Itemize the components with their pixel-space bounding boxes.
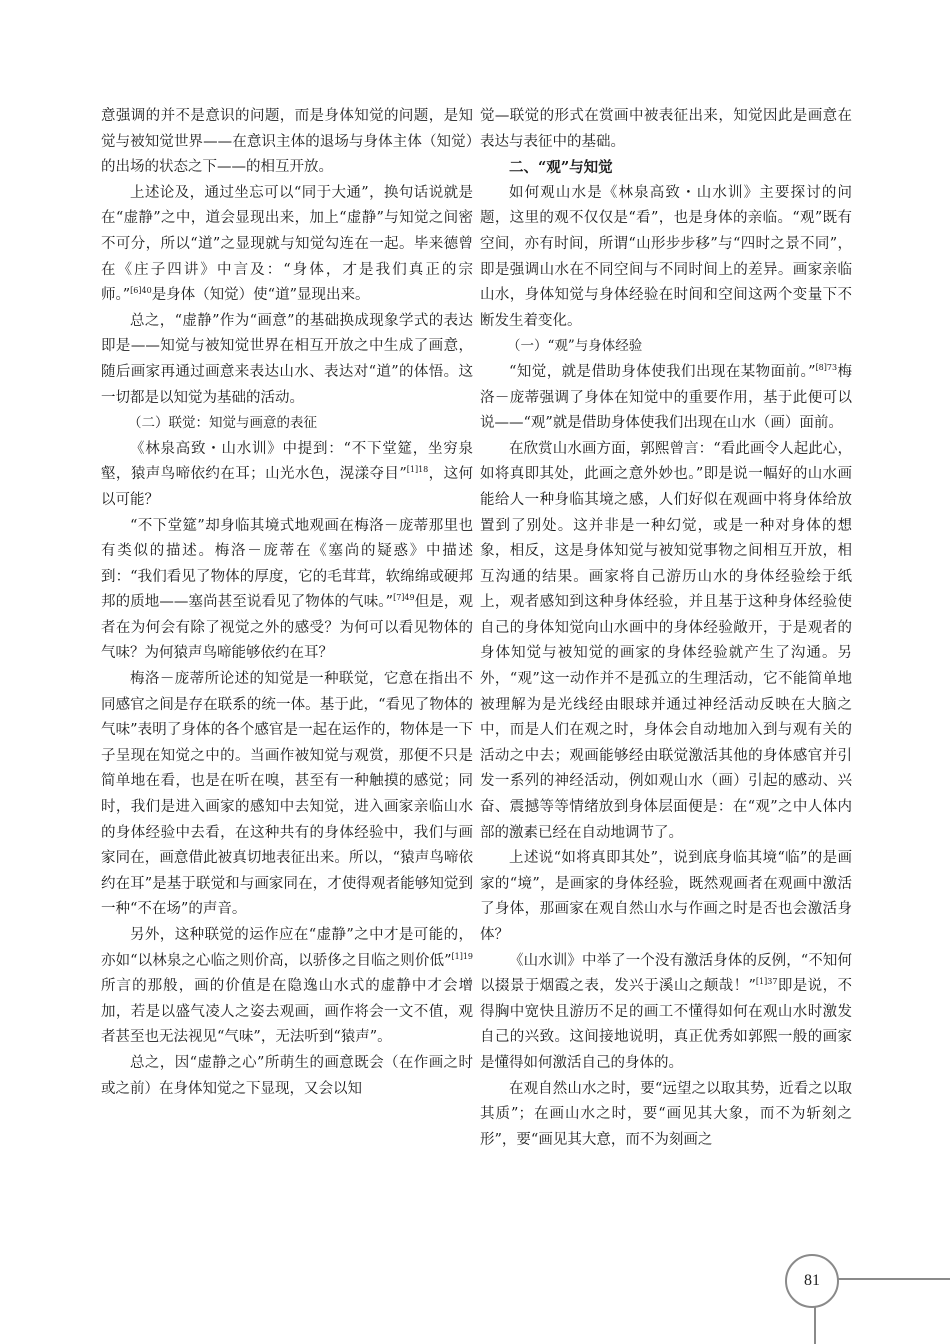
body-paragraph	[480, 360, 852, 437]
body-paragraph: 在观自然山水之时，要“远望之以取其势，近看之以取其质”；在画山水之时，要“画见其大象，而不为斩刻之形”，要“画见其大意，而不为刻画之	[480, 1080, 852, 1148]
paragraph-text: 是身体（知觉）使“道”显现出来。	[151, 287, 370, 304]
citation-ref: [1]19	[451, 951, 473, 961]
body-paragraph: 意强调的并不是意识的问题，而是身体知觉的问题，是知觉与被知觉世界——在意识主体的退场与身体主体（知觉）的出场的状态之下——的相互开放。	[101, 108, 473, 176]
paragraph-text: “不下堂筵”却身临其境式地观画在梅洛－庞蒂那里也有类似的描述。梅洛－庞蒂在《塞尚的疑惑》中描述到：“我们看见了物体的厚度，它的毛茸茸，软绵绵或硬邦邦的质地——塞尚甚至说看见了物体的气味。”	[101, 517, 473, 611]
paragraph-text: “知觉，就是借助身体使我们出现在某物面前。”	[509, 363, 816, 380]
footer-rule	[837, 1278, 950, 1280]
section-heading: 二、“观”与知觉	[509, 159, 613, 177]
subsection-heading: （一）“观”与身体经验	[507, 338, 643, 355]
subsection-heading: （二）联觉：知觉与画意的表征	[128, 415, 317, 432]
body-paragraph: 梅洛－庞蒂所论述的知觉是一种联觉，它意在指出不同感官之间是存在联系的统一体。基于此，“看见了物体的气味”表明了身体的各个感官是一起在运作的，物体是一下子呈现在知觉之中的。当画作被知觉与观赏，那便不只是简单地在看，也是在听在嗅，甚至有一种触摸的感觉；同时，我们是进入画家的感知中去知觉，进入画家亲临山水的身体经验中去看，在这种共有的身体经验中，我们与画家同在，画意借此被真切地表征出来。所以，“猿声鸟啼依约在耳”是基于联觉和与画家同在，才使得观者能够知觉到一种“不在场”的声音。	[101, 671, 473, 918]
left-column	[101, 104, 473, 1102]
body-paragraph: 在欣赏山水画方面，郭熙曾言：“看此画令人起此心，如将真即其处，此画之意外妙也。”即是说一幅好的山水画能给人一种身临其境之感，人们好似在观画中将身体给放置到了别处。这并非是一种幻觉，或是一种对身体的想象，相反，这是身体知觉与被知觉事物之间相互开放，相互沟通的结果。画家将自己游历山水的身体经验绘于纸上，观者感知到这种身体经验，并且基于这种身体经验使自己的身体知觉向山水画中的身体经验敞开，于是观者的身体知觉与被知觉的画家的身体经验就产生了沟通。另外，“观”这一动作并不是孤立的生理活动，它不能简单地被理解为是光线经由眼球并通过神经活动反映在大脑之中，而是人们在观之时，身体会自动地加入到与观有关的活动之中去；观画能够经由联觉激活其他的身体感官并引发一系列的神经活动，例如观山水（画）引起的感动、兴奋、震撼等等情绪放到身体层面便是：在“观”之中人体内部的激素已经在自动地调节了。	[480, 440, 852, 841]
paragraph-text: 梅洛－庞蒂强调了身体在知觉中的重要作用，基于此便可以说——“观”就是借助身体使我们出现在山水（画）面前。	[480, 363, 853, 432]
paragraph-text: 即是说，不得胸中宽快且游历不足的画工不懂得如何在观山水时激发自己的兴致。这间接地说明，真正优秀如郭熙一般的画家是懂得如何激活自己的身体的。	[480, 978, 853, 1071]
right-column	[480, 104, 852, 1153]
body-paragraph	[101, 514, 473, 668]
paragraph-text: 另外，这种联觉的运作应在“虚静”之中才是可能的，亦如“以林泉之心临之则价高，以骄侈之目临之则价低”	[101, 927, 473, 969]
paragraph-text: 《林泉高致・山水训》中提到：“不下堂筵，坐穷泉壑，猿声鸟啼依约在耳；山光水色，滉漾夺目”	[101, 440, 473, 483]
body-paragraph: 觉—联觉的形式在赏画中被表征出来，知觉因此是画意在表达与表征中的基础。	[480, 108, 852, 150]
paragraph-text: ，这何以可能？	[101, 466, 473, 508]
body-paragraph	[480, 949, 852, 1077]
page-footer	[0, 1260, 950, 1344]
citation-ref: [8]73	[815, 362, 838, 372]
paragraph-text: 但是，观者在为何会有除了视觉之外的感受？为何可以看见物体的气味？为何猿声鸟啼能够依约在耳？	[101, 594, 473, 662]
paragraph-text: 上述论及，通过坐忘可以“同于大通”，换句话说就是在“虚静”之中，道会显现出来，加上“虚静”与知觉之间密不可分，所以“道”之显现就与知觉勾连在一起。毕来德曾在《庄子四讲》中言及：“身体，才是我们真正的宗师。”	[101, 184, 473, 304]
citation-ref: [1]18	[406, 465, 429, 475]
citation-ref: [7]49	[393, 593, 415, 603]
paragraph-text: 《山水训》中举了一个没有激活身体的反例，“不知何以掇景于烟霞之表，发兴于溪山之颠哉！”	[480, 952, 852, 995]
body-paragraph: 如何观山水是《林泉高致・山水训》主要探讨的问题，这里的观不仅仅是“看”，也是身体的亲临。“观”既有空间，亦有时间，所谓“山形步步移”与“四时之景不同”，即是强调山水在不同空间与不同时间上的差异。画家亲临山水，身体知觉与身体经验在时间和空间这两个变量下不断发生着变化。	[480, 184, 852, 329]
citation-ref: [1]37	[755, 977, 778, 987]
citation-ref: [6]40	[130, 286, 152, 296]
body-paragraph	[101, 181, 473, 309]
paragraph-text: 所言的那般，画的价值是在隐逸山水式的虚静中才会增加，若是以盛气凌人之姿去观画，画作将会一文不值，观者甚至也无法视见“气味”，无法听到“猿声”。	[101, 978, 473, 1046]
footer-rule	[814, 1304, 816, 1344]
body-paragraph: 上述说“如将真即其处”，说到底身临其境“临”的是画家的“境”，是画家的身体经验，既然观画者在观画中激活了身体，那画家在观自然山水与作画之时是否也会激活身体？	[480, 850, 852, 943]
page-number: 81	[785, 1254, 839, 1308]
body-paragraph	[101, 923, 473, 1051]
body-paragraph: 总之，“虚静”作为“画意”的基础换成现象学式的表达即是——知觉与被知觉世界在相互开放之中生成了画意，随后画家再通过画意来表达山水、表达对“道”的体悟。这一切都是以知觉为基础的活动。	[101, 312, 473, 406]
body-paragraph	[101, 437, 473, 514]
body-paragraph: 总之，因“虚静之心”所萌生的画意既会（在作画之时或之前）在身体知觉之下显现，又会以知	[101, 1054, 473, 1097]
